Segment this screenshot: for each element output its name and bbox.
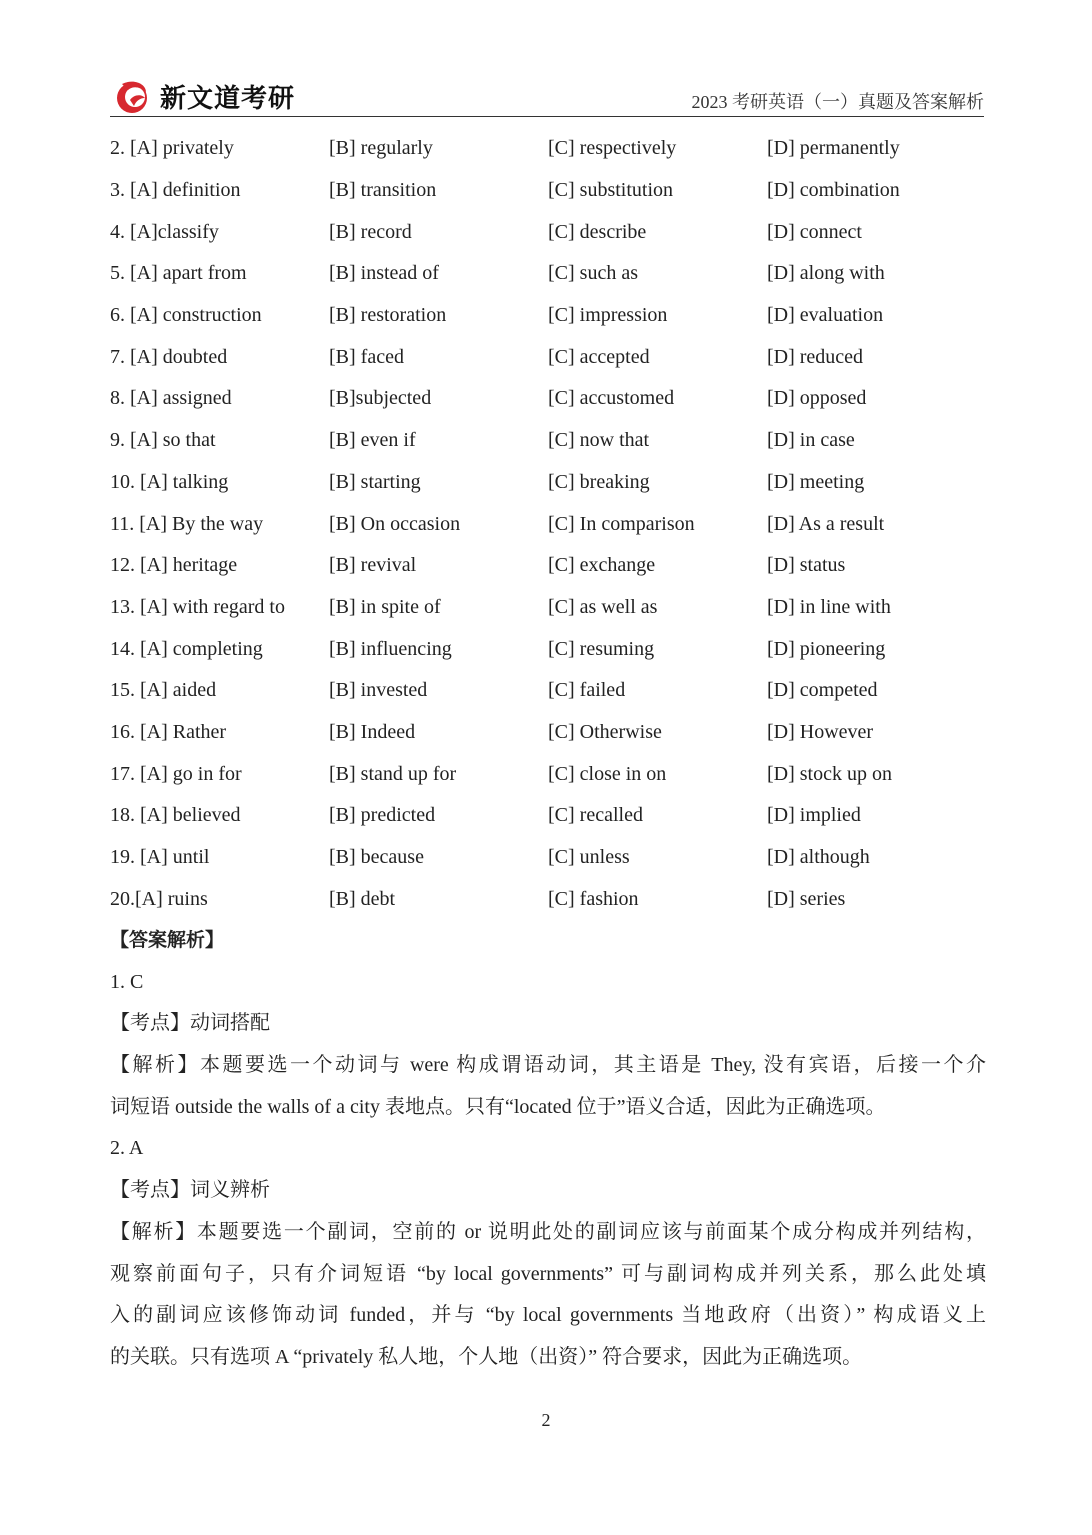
option-b: [B]subjected bbox=[329, 387, 432, 410]
option-c: [C] close in on bbox=[548, 762, 667, 785]
explanation-q1-line2: 词短语 outside the walls of a city 表地点。只有“located 位于”语义合适，因此为正确选项。 bbox=[110, 1095, 886, 1118]
option-a: 9. [A] so that bbox=[110, 429, 216, 452]
option-b: [B] predicted bbox=[329, 804, 436, 827]
option-d: [D] connect bbox=[767, 220, 862, 243]
answer-analysis bbox=[110, 920, 986, 1379]
option-row bbox=[110, 628, 990, 670]
option-a: 4. [A]classify bbox=[110, 220, 219, 243]
option-d: [D] implied bbox=[767, 804, 861, 827]
explanation-q2-line2: 观察前面句子，只有介词短语 “by local governments” 可与副词构成并列关系，那么此处填 bbox=[110, 1262, 986, 1285]
option-b: [B] Indeed bbox=[329, 720, 416, 743]
option-c: [C] exchange bbox=[548, 554, 656, 577]
option-d: [D] combination bbox=[767, 179, 900, 202]
option-d: [D] reduced bbox=[767, 345, 864, 368]
option-d: [D] evaluation bbox=[767, 304, 884, 327]
explanation-q1-line1: 【解析】本题要选一个动词与 were 构成谓语动词，其主语是 They, 没有宾语，后接一个介 bbox=[110, 1054, 986, 1077]
key-point-q1: 【考点】动词搭配 bbox=[110, 1012, 270, 1035]
option-row bbox=[110, 462, 990, 504]
option-a: 6. [A] construction bbox=[110, 304, 262, 327]
option-a: 20.[A] ruins bbox=[110, 887, 208, 910]
option-c: [C] unless bbox=[548, 846, 630, 869]
option-c: [C] such as bbox=[548, 262, 638, 285]
option-d: [D] status bbox=[767, 554, 846, 577]
option-c: [C] describe bbox=[548, 220, 647, 243]
option-d: [D] meeting bbox=[767, 470, 865, 493]
option-b: [B] On occasion bbox=[329, 512, 461, 535]
key-point-q2: 【考点】词义辨析 bbox=[110, 1179, 270, 1202]
phoenix-logo-icon bbox=[112, 76, 152, 116]
option-b: [B] even if bbox=[329, 429, 416, 452]
option-b: [B] revival bbox=[329, 554, 417, 577]
option-d: [D] stock up on bbox=[767, 762, 892, 785]
option-d: [D] in case bbox=[767, 429, 855, 452]
option-c: [C] substitution bbox=[548, 179, 674, 202]
option-c: [C] now that bbox=[548, 429, 650, 452]
option-c: [C] Otherwise bbox=[548, 720, 662, 743]
option-c: [C] failed bbox=[548, 679, 626, 702]
option-row bbox=[110, 837, 990, 879]
option-d: [D] However bbox=[767, 720, 874, 743]
option-c: [C] impression bbox=[548, 304, 668, 327]
option-b: [B] instead of bbox=[329, 262, 439, 285]
option-d: [D] As a result bbox=[767, 512, 885, 535]
option-c: [C] accustomed bbox=[548, 387, 675, 410]
answer-q1: 1. C bbox=[110, 970, 144, 993]
option-d: [D] in line with bbox=[767, 595, 891, 618]
option-row bbox=[110, 545, 990, 587]
page-number: 2 bbox=[541, 1410, 551, 1430]
option-c: [C] In comparison bbox=[548, 512, 695, 535]
option-a: 5. [A] apart from bbox=[110, 262, 247, 285]
option-b: [B] invested bbox=[329, 679, 428, 702]
option-a: 19. [A] until bbox=[110, 846, 210, 869]
option-row bbox=[110, 170, 990, 212]
option-c: [C] fashion bbox=[548, 887, 639, 910]
option-d: [D] series bbox=[767, 887, 846, 910]
option-b: [B] starting bbox=[329, 470, 421, 493]
option-row bbox=[110, 670, 990, 712]
option-row bbox=[110, 420, 990, 462]
option-row bbox=[110, 378, 990, 420]
option-d: [D] permanently bbox=[767, 137, 900, 160]
option-a: 16. [A] Rather bbox=[110, 720, 227, 743]
option-row bbox=[110, 587, 990, 629]
option-a: 7. [A] doubted bbox=[110, 345, 228, 368]
option-a: 2. [A] privately bbox=[110, 137, 234, 160]
option-a: 8. [A] assigned bbox=[110, 387, 232, 410]
option-b: [B] faced bbox=[329, 345, 404, 368]
option-a: 11. [A] By the way bbox=[110, 512, 264, 535]
document-title: 2023 考研英语（一）真题及答案解析 bbox=[691, 92, 984, 112]
answer-q2: 2. A bbox=[110, 1137, 144, 1160]
explanation-q2-line3: 入的副词应该修饰动词 funded，并与 “by local governments 当地政府（出资）” 构成语义上 bbox=[110, 1304, 986, 1327]
analysis-section-title: 【答案解析】 bbox=[110, 929, 225, 951]
option-d: [D] opposed bbox=[767, 387, 867, 410]
option-c: [C] resuming bbox=[548, 637, 655, 660]
page-header bbox=[110, 68, 984, 117]
question-options-table bbox=[110, 128, 990, 920]
logo bbox=[112, 76, 295, 116]
explanation-q2-line4: 的关联。只有选项 A “privately 私人地，个人地（出资）” 符合要求，因此为正确选项。 bbox=[110, 1345, 863, 1368]
option-c: [C] breaking bbox=[548, 470, 650, 493]
option-b: [B] regularly bbox=[329, 137, 433, 160]
option-row bbox=[110, 503, 990, 545]
option-b: [B] record bbox=[329, 220, 412, 243]
option-b: [B] influencing bbox=[329, 637, 452, 660]
option-b: [B] debt bbox=[329, 887, 396, 910]
option-row bbox=[110, 753, 990, 795]
option-row bbox=[110, 795, 990, 837]
option-a: 13. [A] with regard to bbox=[110, 595, 285, 618]
option-row bbox=[110, 211, 990, 253]
option-d: [D] along with bbox=[767, 262, 885, 285]
option-c: [C] respectively bbox=[548, 137, 677, 160]
option-b: [B] restoration bbox=[329, 304, 447, 327]
option-c: [C] recalled bbox=[548, 804, 643, 827]
option-a: 12. [A] heritage bbox=[110, 554, 238, 577]
option-row bbox=[110, 295, 990, 337]
option-b: [B] in spite of bbox=[329, 595, 441, 618]
option-a: 18. [A] believed bbox=[110, 804, 241, 827]
option-a: 14. [A] completing bbox=[110, 637, 263, 660]
option-row bbox=[110, 128, 990, 170]
option-b: [B] stand up for bbox=[329, 762, 457, 785]
option-a: 10. [A] talking bbox=[110, 470, 229, 493]
option-b: [B] because bbox=[329, 846, 424, 869]
option-row bbox=[110, 253, 990, 295]
explanation-q2-line1: 【解析】本题要选一个副词，空前的 or 说明此处的副词应该与前面某个成分构成并列结构， bbox=[110, 1220, 986, 1243]
option-row bbox=[110, 712, 990, 754]
logo-text: 新文道考研 bbox=[160, 83, 296, 114]
option-a: 17. [A] go in for bbox=[110, 762, 242, 785]
option-a: 15. [A] aided bbox=[110, 679, 217, 702]
option-c: [C] accepted bbox=[548, 345, 650, 368]
option-row bbox=[110, 336, 990, 378]
option-a: 3. [A] definition bbox=[110, 179, 241, 202]
option-d: [D] although bbox=[767, 846, 870, 869]
option-d: [D] pioneering bbox=[767, 637, 886, 660]
option-c: [C] as well as bbox=[548, 595, 658, 618]
option-row bbox=[110, 878, 990, 920]
option-d: [D] competed bbox=[767, 679, 878, 702]
option-b: [B] transition bbox=[329, 179, 437, 202]
